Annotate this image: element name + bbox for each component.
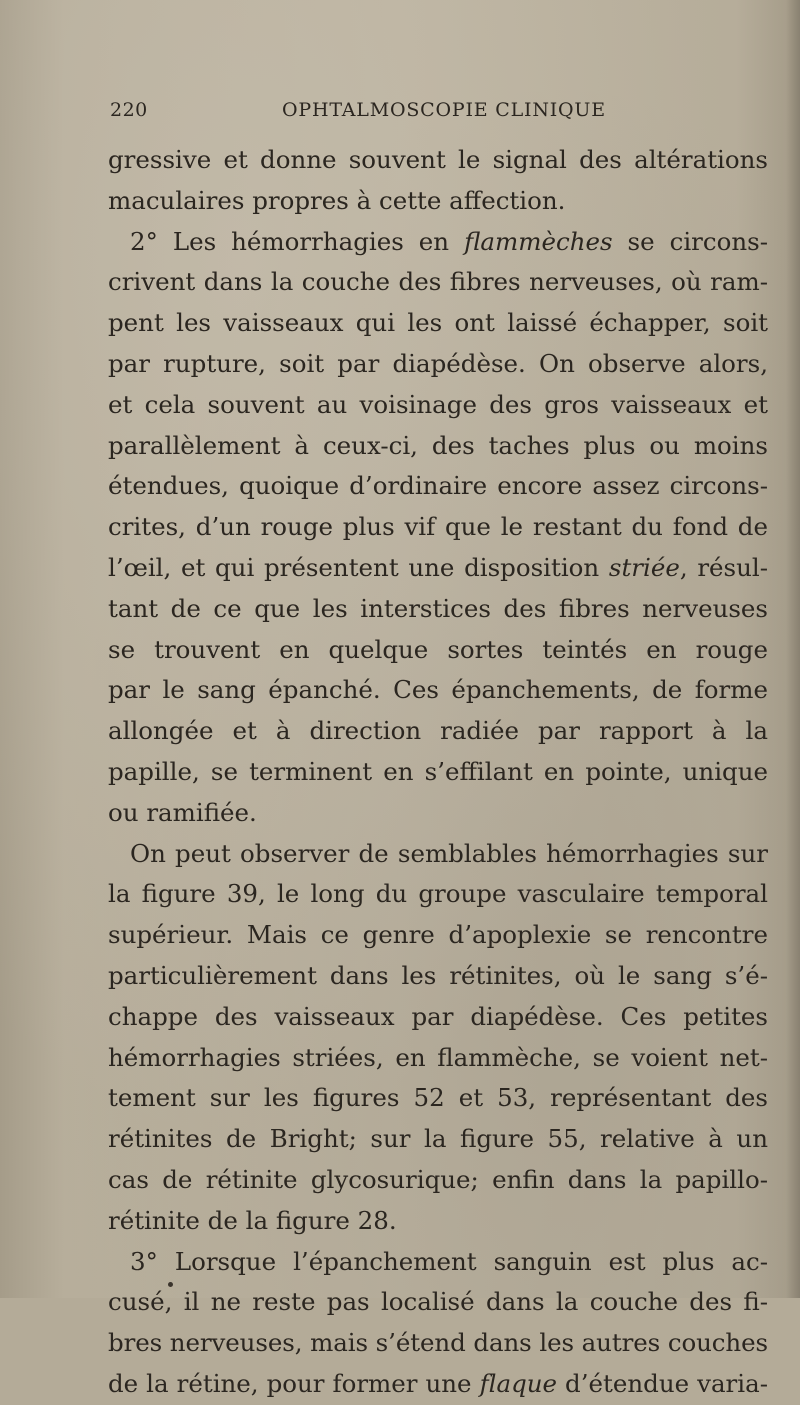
text-line: hémorrhagies striées, en flammèche, se voient net- (108, 1042, 768, 1072)
line-segment: de la rétine, pour former une (108, 1368, 480, 1398)
text-line: par le sang épanché. Ces épanchements, de forme (108, 675, 768, 705)
line-segment: , résul- (679, 552, 768, 582)
text-line (108, 1364, 768, 1405)
text-line: rétinite de la figure 28. (108, 1205, 397, 1235)
text-line: On peut observer de semblables hémorrhagies sur (130, 838, 768, 868)
text-line (108, 548, 768, 589)
italic-term: flammèches (464, 226, 613, 256)
page-edge-shadow (786, 0, 800, 1298)
text-line: ou ramifiée. (108, 797, 257, 827)
text-line: crivent dans la couche des fibres nerveuses, où ram- (108, 267, 768, 297)
text-line: par rupture, soit par diapédèse. On observe alors, (108, 348, 768, 378)
running-title: OPHTALMOSCOPIE CLINIQUE (282, 99, 606, 121)
text-line (108, 222, 768, 263)
text-line: particulièrement dans les rétinites, où le sang s’é- (108, 960, 768, 990)
text-line: chappe des vaisseaux par diapédèse. Ces petites (108, 1001, 768, 1031)
page-number: 220 (110, 99, 148, 121)
italic-term: flaque (479, 1368, 558, 1398)
text-line: cusé, il ne reste pas localisé dans la couche des fi- (108, 1287, 768, 1317)
body-text (108, 140, 768, 1405)
text-line: étendues, quoique d’ordinaire encore assez circons- (108, 471, 768, 501)
text-line: allongée et à direction radiée par rapport à la (108, 716, 768, 746)
text-line: bres nerveuses, mais s’étend dans les autres couches (108, 1328, 768, 1358)
text-line: papille, se terminent en s’effilant en pointe, unique (108, 756, 768, 786)
text-line: et cela souvent au voisinage des gros vaisseaux et (108, 389, 768, 419)
text-line: parallèlement à ceux-ci, des taches plus ou moins (108, 430, 768, 460)
text-line: rétinites de Bright; sur la figure 55, relative à un (108, 1124, 768, 1154)
line-segment: l’œil, et qui présentent une disposition (108, 552, 609, 582)
text-line: crites, d’un rouge plus vif que le restant du fond de (108, 512, 768, 542)
text-line: maculaires propres à cette affection. (108, 185, 566, 215)
text-line: tement sur les figures 52 et 53, représentant des (108, 1083, 768, 1113)
text-line: 3° Lorsque l’épanchement sanguin est plus ac- (130, 1246, 768, 1276)
text-line: gressive et donne souvent le signal des altérations (108, 145, 768, 174)
line-segment: 2° Les hémorrhagies en (130, 226, 465, 256)
ink-speck (168, 1282, 173, 1287)
italic-term: striée (608, 552, 680, 582)
line-segment: d’étendue varia- (557, 1368, 768, 1398)
line-segment: se circons- (612, 226, 768, 256)
text-line: se trouvent en quelque sortes teintés en rouge (108, 634, 768, 664)
text-line: tant de ce que les interstices des fibres nerveuses (108, 593, 768, 623)
text-line: supérieur. Mais ce genre d’apoplexie se rencontre (108, 920, 768, 950)
text-line: la figure 39, le long du groupe vasculaire temporal (108, 879, 768, 909)
text-line: cas de rétinite glycosurique; enfin dans la papillo- (108, 1164, 768, 1194)
running-header (110, 95, 750, 129)
text-line: pent les vaisseaux qui les ont laissé échapper, soit (108, 308, 768, 338)
